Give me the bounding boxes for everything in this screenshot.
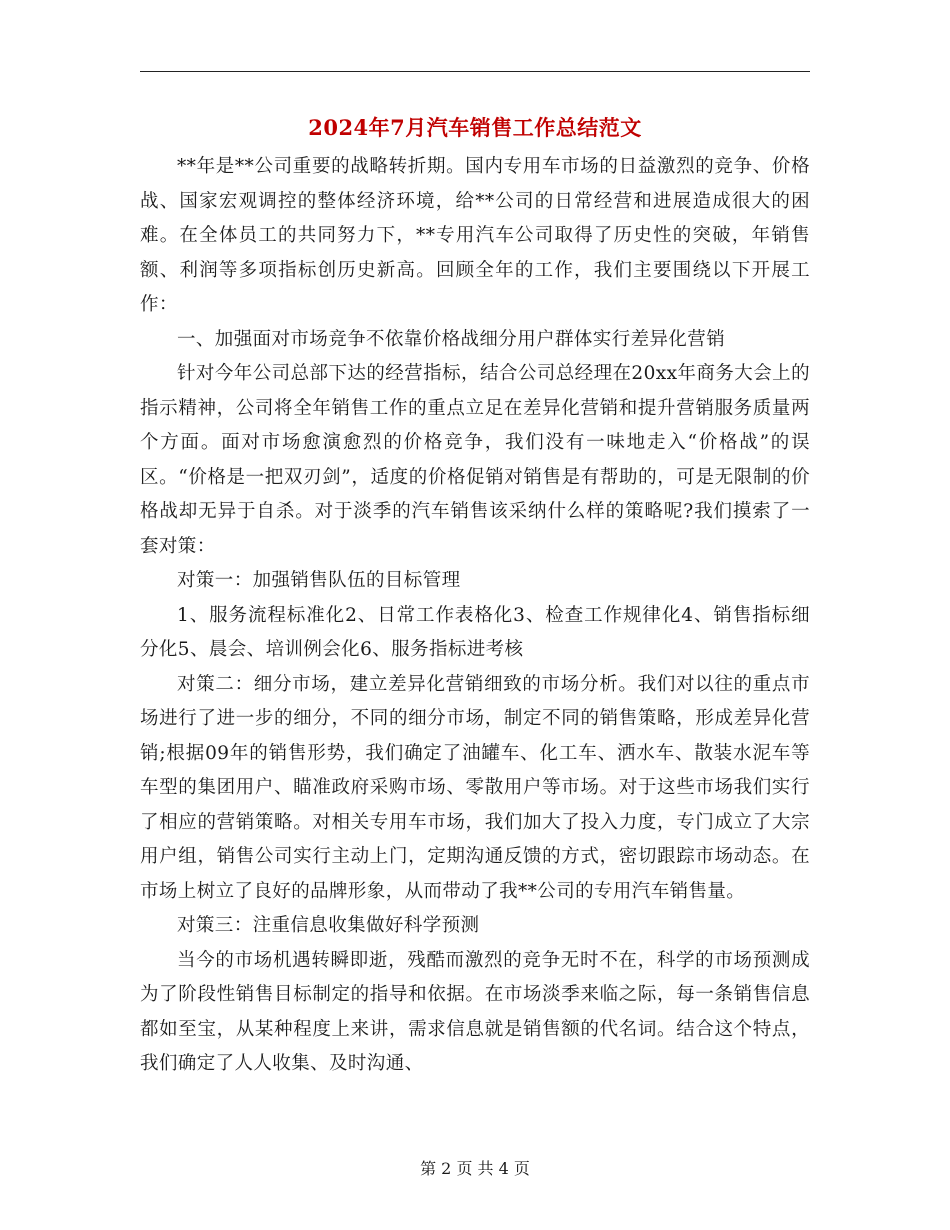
paragraph-strategy: 针对今年公司总部下达的经营指标，结合公司总经理在20xx年商务大会上的指示精神，公司将全年销售工作的重点立足在差异化营销和提升营销服务质量两个方面。面对市场愈演愈烈的价格竞争，我们没有一味地走入“价格战”的误区。“价格是一把双刃剑”，适度的价格促销对销售是有帮助的，可是无限制的价格战却无异于自杀。对于淡季的汽车销售该采纳什么样的策略呢?我们摸索了一套对策： — [140, 363, 810, 557]
paragraph-measure-3: 当今的市场机遇转瞬即逝，残酷而激烈的竞争无时不在，科学的市场预测成为了阶段性销售目标制定的指导和依据。在市场淡季来临之际，每一条销售信息都如至宝，从某种程度上来讲，需求信息就是销售额的代名词。结合这个特点，我们确定了人人收集、及时沟通、 — [140, 949, 810, 1074]
paragraph-measure-1-list: 1、服务流程标准化2、日常工作表格化3、检查工作规律化4、销售指标细分化5、晨会、培训例会化6、服务指标进考核 — [140, 604, 810, 660]
paragraph-intro: **年是**公司重要的战略转折期。国内专用车市场的日益激烈的竞争、价格战、国家宏观调控的整体经济环境，给**公司的日常经营和进展造成很大的困难。在全体员工的共同努力下，**专用汽车公司取得了历史性的突破，年销售额、利润等多项指标创历史新高。回顾全年的工作，我们主要围绕以下开展工作： — [140, 156, 810, 315]
header-rule — [140, 71, 810, 72]
document-body — [140, 150, 810, 1082]
page-footer: 第 2 页 共 4 页 — [420, 1159, 530, 1178]
paragraph-heading-1: 一、加强面对市场竞争不依靠价格战细分用户群体实行差异化营销 — [177, 328, 726, 350]
paragraph-measure-1-heading: 对策一：加强销售队伍的目标管理 — [177, 570, 461, 591]
document-title: 2024年7月汽车销售工作总结范文 — [308, 115, 642, 140]
paragraph-measure-3-heading: 对策三：注重信息收集做好科学预测 — [177, 915, 480, 936]
paragraph-measure-2: 对策二：细分市场，建立差异化营销细致的市场分析。我们对以往的重点市场进行了进一步的细分，不同的细分市场，制定不同的销售策略，形成差异化营销;根据09年的销售形势，我们确定了油罐车、化工车、洒水车、散装水泥车等车型的集团用户、瞄准政府采购市场、零散用户等市场。对于这些市场我们实行了相应的营销策略。对相关专用车市场，我们加大了投入力度，专门成立了大宗用户组，销售公司实行主动上门，定期沟通反馈的方式，密切跟踪市场动态。在市场上树立了良好的品牌形象，从而带动了我**公司的专用汽车销售量。 — [140, 673, 810, 902]
